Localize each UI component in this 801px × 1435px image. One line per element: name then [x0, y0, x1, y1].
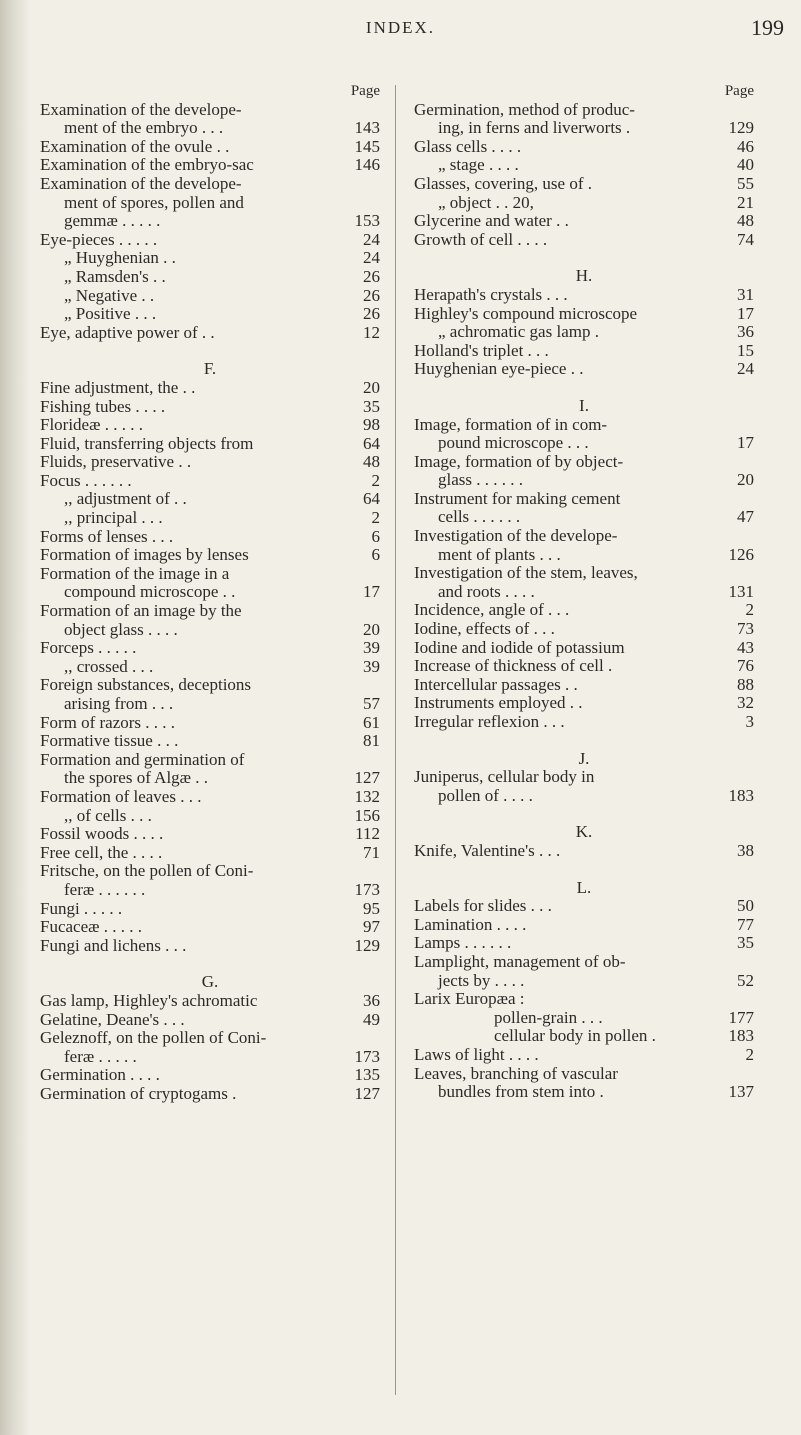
- entry-text: Instrument for making cement: [414, 489, 621, 508]
- entry-text: Eye-pieces . . . . .: [40, 230, 158, 249]
- index-entry: [40, 416, 380, 435]
- entry-page-number: 17: [733, 434, 754, 453]
- index-entry: [40, 807, 380, 826]
- index-entry: [414, 194, 754, 213]
- index-entry: [414, 323, 754, 342]
- entry-page-number: 2: [368, 472, 381, 491]
- entry-text: Labels for slides . . .: [414, 897, 552, 916]
- entry-text: „ Huyghenian . .: [64, 249, 176, 268]
- entry-page-number: 39: [359, 658, 380, 677]
- entry-page-number: 64: [359, 435, 380, 454]
- entry-text: Fritsche, on the pollen of Coni-: [40, 862, 254, 881]
- entry-page-number: 156: [351, 807, 381, 826]
- entry-text: Fungi . . . . .: [40, 899, 123, 918]
- index-entry: [414, 564, 754, 583]
- entry-page-number: 26: [359, 305, 380, 324]
- entry-text: Germination . . . .: [40, 1066, 160, 1085]
- entry-text: Highley's compound microscope: [414, 304, 638, 323]
- entry-text: arising from . . .: [64, 695, 174, 713]
- index-entry: [414, 620, 754, 639]
- entry-page-number: 98: [359, 416, 380, 435]
- index-entry: [40, 1085, 380, 1104]
- entry-text: Glasses, covering, use of .: [414, 174, 592, 193]
- entry-text: Juniperus, cellular body in: [414, 768, 595, 787]
- index-entry: [40, 231, 380, 250]
- entry-page-number: 20: [359, 621, 380, 640]
- entry-page-number: 126: [725, 546, 755, 565]
- entry-page-number: 31: [733, 286, 754, 305]
- entry-text: Fluid, transferring objects from: [40, 434, 254, 453]
- entry-text: Fluids, preservative . .: [40, 453, 192, 472]
- entry-page-number: 6: [368, 546, 381, 565]
- page-header: [0, 12, 801, 52]
- entry-page-number: 64: [359, 490, 380, 509]
- entry-page-number: 173: [351, 881, 381, 900]
- index-entry: [414, 156, 754, 175]
- entry-text: Examination of the develope-: [40, 100, 242, 119]
- entry-text: ment of plants . . .: [438, 545, 561, 564]
- entry-page-number: 36: [359, 992, 380, 1011]
- entry-text: „ Negative . .: [64, 286, 155, 305]
- entry-page-number: 24: [359, 231, 380, 250]
- index-entry: [40, 565, 380, 584]
- entry-text: feræ . . . . . .: [64, 880, 146, 899]
- index-entry: [40, 138, 380, 157]
- index-entry: [40, 862, 380, 881]
- index-entry: [40, 992, 380, 1011]
- entry-page-number: 127: [351, 769, 381, 788]
- index-entry: [40, 379, 380, 398]
- entry-page-number: 88: [733, 676, 754, 695]
- entry-text: Fine adjustment, the . .: [40, 378, 196, 397]
- index-entry: [40, 732, 380, 751]
- index-entry: [40, 621, 380, 640]
- entry-page-number: 3: [742, 713, 755, 732]
- index-entry: [414, 138, 754, 157]
- index-entry: [414, 676, 754, 695]
- entry-page-number: 146: [351, 156, 381, 175]
- index-entry: [414, 360, 754, 379]
- entry-page-number: 17: [359, 583, 380, 602]
- entry-text: Form of razors . . . .: [40, 713, 176, 732]
- entry-text: Formation of images by lenses: [40, 546, 249, 565]
- entry-text: Focus . . . . . .: [40, 471, 132, 490]
- entry-text: „ Positive . . .: [64, 305, 157, 324]
- index-entry: [40, 751, 380, 770]
- entry-text: Iodine, effects of . . .: [414, 620, 555, 639]
- index-entry: [40, 212, 380, 231]
- entry-page-number: 40: [733, 156, 754, 175]
- index-entry: [40, 249, 380, 268]
- index-entry: [40, 844, 380, 863]
- section-letter: I.: [579, 395, 589, 415]
- entry-page-number: 2: [368, 509, 381, 528]
- index-entry: [40, 881, 380, 900]
- index-entry: [40, 268, 380, 287]
- entry-text: Formation of leaves . . .: [40, 787, 202, 806]
- entry-page-number: 20: [359, 379, 380, 398]
- entry-text: Formation of the image in a: [40, 564, 230, 583]
- entry-text: feræ . . . . .: [64, 1047, 137, 1066]
- index-entry: [40, 175, 380, 194]
- entry-text: Leaves, branching of vascular: [414, 1064, 618, 1083]
- entry-page-number: 26: [359, 268, 380, 287]
- entry-page-number: 57: [359, 695, 380, 714]
- entry-text: Germination, method of produc-: [414, 100, 635, 119]
- entry-page-number: 132: [351, 788, 381, 807]
- entry-text: Incidence, angle of . . .: [414, 601, 570, 620]
- index-entry: [414, 212, 754, 231]
- entry-text: „ object . . 20,: [438, 193, 534, 212]
- index-entry: [414, 527, 754, 546]
- entry-text: Free cell, the . . . .: [40, 843, 163, 862]
- entry-text: Eye, adaptive power of . .: [40, 323, 215, 342]
- entry-text: cells . . . . . .: [438, 508, 521, 527]
- entry-page-number: 39: [359, 639, 380, 658]
- index-entry: [414, 1065, 754, 1084]
- index-entry: [40, 156, 380, 175]
- index-entry: [40, 472, 380, 491]
- entry-page-number: 61: [359, 714, 380, 733]
- entry-page-number: 43: [733, 639, 754, 658]
- entry-text: Forms of lenses . . .: [40, 527, 174, 546]
- entry-text: ment of the embryo . . .: [64, 119, 224, 138]
- index-entry: [414, 953, 754, 972]
- index-entry: [414, 972, 754, 991]
- entry-text: Fossil woods . . . .: [40, 825, 164, 844]
- entry-page-number: 129: [725, 119, 755, 138]
- entry-text: ,, principal . . .: [64, 509, 163, 528]
- entry-page-number: 46: [733, 138, 754, 157]
- section-letter: L.: [576, 877, 592, 897]
- index-entry: [414, 787, 754, 806]
- entry-page-number: 24: [733, 360, 754, 379]
- index-entry: [40, 1066, 380, 1085]
- index-entry: [40, 324, 380, 343]
- index-entry: [40, 305, 380, 324]
- entry-text: Examination of the embryo-sac: [40, 156, 254, 175]
- entry-page-number: 52: [733, 972, 754, 991]
- entry-page-number: 48: [733, 212, 754, 231]
- entry-page-number: 38: [733, 842, 754, 861]
- index-entry: [40, 287, 380, 306]
- entry-text: and roots . . . .: [438, 582, 535, 601]
- entry-text: Glass cells . . . .: [414, 137, 522, 156]
- entry-page-number: 131: [725, 583, 755, 602]
- index-entry: [40, 602, 380, 621]
- index-entry: [414, 583, 754, 602]
- entry-page-number: 35: [359, 398, 380, 417]
- entry-text: Gelatine, Deane's . . .: [40, 1010, 185, 1029]
- index-entry: [414, 601, 754, 620]
- index-entry: [40, 490, 380, 509]
- section-letter: G.: [201, 972, 219, 992]
- entry-text: cellular body in pollen .: [494, 1027, 656, 1046]
- index-entry: [40, 658, 380, 677]
- entry-page-number: 2: [742, 1046, 755, 1065]
- entry-page-number: 95: [359, 900, 380, 919]
- entry-page-number: 55: [733, 175, 754, 194]
- entry-text: Investigation of the develope-: [414, 527, 618, 546]
- entry-text: Formative tissue . . .: [40, 732, 179, 751]
- index-entry: [40, 937, 380, 956]
- entry-text: Intercellular passages . .: [414, 675, 578, 694]
- entry-text: Germination of cryptogams .: [40, 1084, 237, 1103]
- entry-text: Image, formation of in com-: [414, 415, 608, 434]
- entry-text: Herapath's crystals . . .: [414, 285, 568, 304]
- index-entry: [40, 119, 380, 138]
- entry-text: Lamination . . . .: [414, 915, 527, 934]
- entry-page-number: 50: [733, 897, 754, 916]
- entry-text: Knife, Valentine's . . .: [414, 841, 561, 860]
- entry-page-number: 15: [733, 342, 754, 361]
- index-entry: [40, 435, 380, 454]
- index-entry: [414, 916, 754, 935]
- entry-page-number: 32: [733, 694, 754, 713]
- entry-text: Gas lamp, Highley's achromatic: [40, 991, 258, 1010]
- entry-text: Fishing tubes . . . .: [40, 397, 166, 416]
- entry-page-number: 6: [368, 528, 381, 547]
- index-entry: [414, 175, 754, 194]
- index-column-left: [40, 82, 380, 1103]
- entry-text: ,, adjustment of . .: [64, 490, 187, 509]
- entry-text: Laws of light . . . .: [414, 1045, 539, 1064]
- entry-text: Instruments employed . .: [414, 694, 583, 713]
- entry-text: pollen-grain . . .: [494, 1008, 603, 1027]
- entry-text: glass . . . . . .: [438, 471, 523, 490]
- page-column-label: Page: [350, 83, 380, 99]
- entry-text: Image, formation of by object-: [414, 452, 624, 471]
- index-entry: [40, 1011, 380, 1030]
- index-entry: [414, 453, 754, 472]
- index-entry: [414, 508, 754, 527]
- entry-page-number: 24: [359, 249, 380, 268]
- section-letter: J.: [578, 748, 590, 768]
- index-entry: [40, 900, 380, 919]
- entry-text: Holland's triplet . . .: [414, 341, 549, 360]
- entry-text: Foreign substances, deceptions: [40, 676, 252, 695]
- entry-page-number: 71: [359, 844, 380, 863]
- entry-text: bundles from stem into .: [438, 1083, 604, 1102]
- entry-text: „ stage . . . .: [438, 156, 519, 175]
- index-entry: [40, 194, 380, 213]
- entry-page-number: 112: [351, 825, 380, 844]
- index-entry: [40, 1029, 380, 1048]
- entry-page-number: 153: [351, 212, 381, 231]
- index-entry: [414, 119, 754, 138]
- entry-text: jects by . . . .: [438, 971, 525, 990]
- index-entry: [40, 509, 380, 528]
- index-entry: [40, 788, 380, 807]
- index-entry: [414, 1009, 754, 1028]
- index-entry: [414, 471, 754, 490]
- index-entry: [414, 231, 754, 250]
- entry-text: Glycerine and water . .: [414, 212, 569, 231]
- index-entry: [414, 305, 754, 324]
- entry-text: object glass . . . .: [64, 620, 178, 639]
- entry-page-number: 173: [351, 1048, 381, 1067]
- entry-page-number: 97: [359, 918, 380, 937]
- index-entry: [414, 694, 754, 713]
- index-entry: [414, 657, 754, 676]
- entry-text: compound microscope . .: [64, 583, 236, 602]
- index-entry: [414, 713, 754, 732]
- entry-text: the spores of Algæ . .: [64, 769, 209, 788]
- entry-page-number: 12: [359, 324, 380, 343]
- column-divider: [395, 85, 396, 1395]
- index-entry: [40, 695, 380, 714]
- entry-page-number: 2: [742, 601, 755, 620]
- entry-page-number: 143: [351, 119, 381, 138]
- page-column-label: Page: [724, 83, 754, 99]
- entry-page-number: 73: [733, 620, 754, 639]
- entry-text: Examination of the ovule . .: [40, 137, 230, 156]
- section-letter: K.: [575, 822, 593, 842]
- entry-page-number: 81: [359, 732, 380, 751]
- index-entry: [414, 934, 754, 953]
- entry-text: „ achromatic gas lamp .: [438, 323, 599, 342]
- entry-text: Iodine and iodide of potassium: [414, 638, 625, 657]
- entry-text: Lamplight, management of ob-: [414, 952, 626, 971]
- entry-page-number: 127: [351, 1085, 381, 1104]
- entry-page-number: 137: [725, 1083, 755, 1102]
- entry-text: pollen of . . . .: [438, 786, 533, 805]
- entry-page-number: 17: [733, 305, 754, 324]
- page-number: 199: [751, 15, 784, 40]
- index-entry: [414, 342, 754, 361]
- index-entry: [414, 639, 754, 658]
- index-entry: [40, 769, 380, 788]
- entry-page-number: 74: [733, 231, 754, 250]
- entry-page-number: 76: [733, 657, 754, 676]
- entry-text: Florideæ . . . . .: [40, 416, 143, 435]
- entry-text: „ Ramsden's . .: [64, 267, 166, 286]
- entry-text: ,, crossed . . .: [64, 657, 154, 676]
- entry-text: Irregular reflexion . . .: [414, 713, 565, 731]
- index-entry: [40, 453, 380, 472]
- entry-text: Formation and germination of: [40, 750, 245, 769]
- page-edge-shadow: [0, 0, 30, 1435]
- entry-text: Investigation of the stem, leaves,: [414, 564, 638, 583]
- index-entry: [40, 825, 380, 844]
- entry-page-number: 145: [351, 138, 381, 157]
- entry-page-number: 21: [733, 194, 754, 213]
- entry-text: Examination of the develope-: [40, 174, 242, 193]
- entry-page-number: 35: [733, 934, 754, 953]
- index-entry: [414, 1083, 754, 1102]
- entry-text: pound microscope . . .: [438, 434, 589, 453]
- section-letter: F.: [203, 359, 217, 379]
- index-entry: [40, 546, 380, 565]
- index-entry: [40, 1048, 380, 1067]
- index-entry: [414, 768, 754, 787]
- index-entry: [414, 1027, 754, 1046]
- entry-page-number: 20: [733, 471, 754, 490]
- entry-page-number: 36: [733, 323, 754, 342]
- index-entry: [40, 583, 380, 602]
- entry-page-number: 47: [733, 508, 754, 527]
- entry-page-number: 77: [733, 916, 754, 935]
- index-entry: [40, 918, 380, 937]
- entry-text: Fucaceæ . . . . .: [40, 918, 142, 937]
- entry-text: Increase of thickness of cell .: [414, 657, 613, 676]
- index-entry: [414, 990, 754, 1009]
- index-column-right: [414, 82, 754, 1102]
- entry-text: gemmæ . . . . .: [64, 212, 161, 231]
- entry-text: Huyghenian eye-piece . .: [414, 360, 584, 379]
- entry-text: ing, in ferns and liverworts .: [438, 119, 631, 138]
- entry-text: Geleznoff, on the pollen of Coni-: [40, 1029, 267, 1048]
- index-entry: [414, 842, 754, 861]
- entry-page-number: 183: [725, 787, 755, 806]
- index-entry: [414, 490, 754, 509]
- index-entry: [414, 546, 754, 565]
- entry-text: Growth of cell . . . .: [414, 230, 548, 249]
- entry-page-number: 183: [725, 1027, 755, 1046]
- entry-text: Lamps . . . . . .: [414, 934, 512, 953]
- entry-text: ,, of cells . . .: [64, 806, 152, 825]
- index-entry: [414, 286, 754, 305]
- index-entry: [40, 101, 380, 120]
- index-entry: [40, 528, 380, 547]
- entry-page-number: 177: [725, 1009, 755, 1028]
- index-entry: [414, 416, 754, 435]
- index-entry: [40, 714, 380, 733]
- entry-page-number: 49: [359, 1011, 380, 1030]
- entry-page-number: 26: [359, 287, 380, 306]
- entry-page-number: 135: [351, 1066, 381, 1085]
- index-entry: [414, 101, 754, 120]
- section-letter: H.: [575, 266, 593, 286]
- index-entry: [40, 398, 380, 417]
- running-title: INDEX.: [365, 18, 436, 37]
- index-entry: [40, 639, 380, 658]
- entry-text: Forceps . . . . .: [40, 639, 137, 658]
- entry-text: Formation of an image by the: [40, 602, 242, 621]
- index-entry: [414, 897, 754, 916]
- entry-text: ment of spores, pollen and: [64, 193, 244, 212]
- entry-text: Fungi and lichens . . .: [40, 936, 187, 955]
- index-entry: [414, 1046, 754, 1065]
- entry-page-number: 129: [351, 937, 381, 956]
- index-entry: [40, 676, 380, 695]
- entry-text: Larix Europæa :: [414, 990, 525, 1009]
- index-entry: [414, 434, 754, 453]
- entry-page-number: 48: [359, 453, 380, 472]
